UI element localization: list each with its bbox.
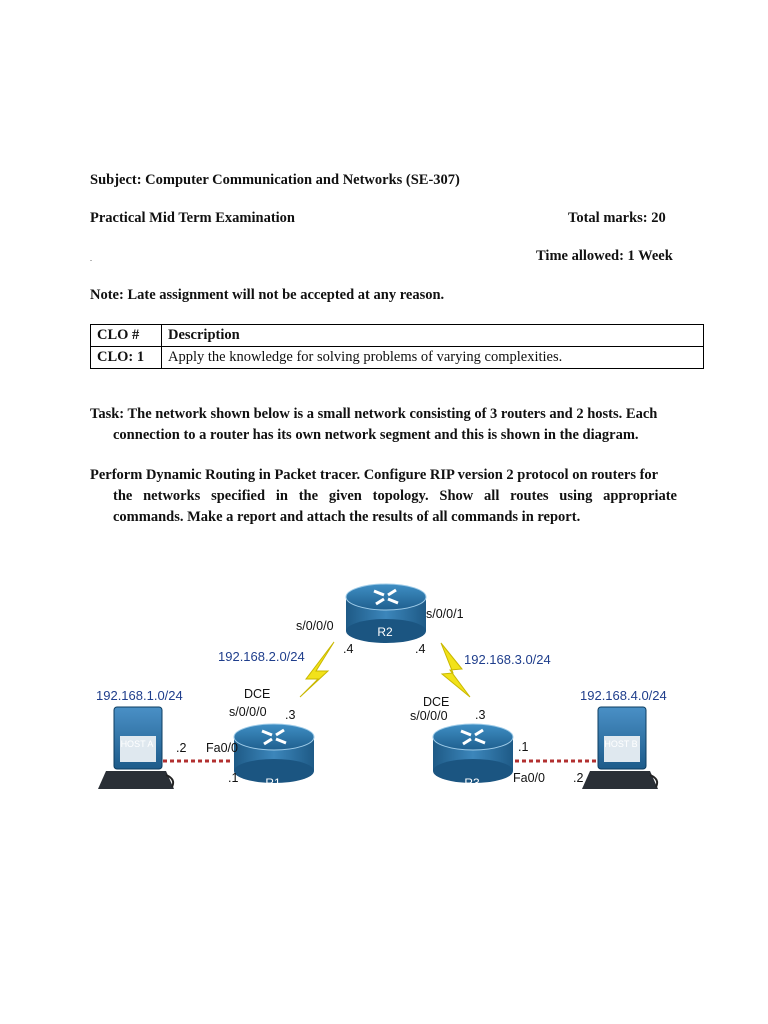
r1-fa-label: Fa0/0 <box>206 741 238 755</box>
table-header-row <box>91 325 704 347</box>
table-header-clo: CLO # <box>91 325 162 347</box>
r2-serial-left-label: s/0/0/0 <box>296 619 334 633</box>
exam-title: Practical Mid Term Examination <box>90 210 295 226</box>
r2-right-host-ip: .4 <box>415 642 426 656</box>
r3-fa-host-ip: .1 <box>518 740 529 754</box>
r1-fa-host-ip: .1 <box>228 771 239 785</box>
host-b-label: HOST B <box>604 739 638 749</box>
router-r3-label: R3 <box>464 776 480 790</box>
network-label-2: 192.168.2.0/24 <box>218 649 305 664</box>
table-header-description: Description <box>162 325 704 347</box>
perform-line-2: the networks specified in the given topology. Show all routes using appropriate <box>113 488 677 504</box>
clo-table <box>90 324 704 369</box>
r3-serial-host-ip: .3 <box>475 708 486 722</box>
table-cell-description: Apply the knowledge for solving problems of varying complexities. <box>162 347 704 369</box>
perform-line-3: commands. Make a report and attach the results of all commands in report. <box>113 509 581 525</box>
hosta-host-ip: .2 <box>176 741 187 755</box>
task-line-1: Task: The network shown below is a small network consisting of 3 routers and 2 hosts. Each <box>90 406 658 422</box>
router-r1-label: R1 <box>265 776 281 790</box>
dce-left-label: DCE <box>244 687 271 701</box>
table-row <box>91 347 704 369</box>
r1-serial-label: s/0/0/0 <box>229 705 267 719</box>
r3-fa-label: Fa0/0 <box>513 771 545 785</box>
stray-mark: . <box>90 254 92 263</box>
r3-serial-label: s/0/0/0 <box>410 709 448 723</box>
table-cell-clo: CLO: 1 <box>91 347 162 369</box>
note-line: Note: Late assignment will not be accepted at any reason. <box>90 287 445 303</box>
router-r1-icon <box>234 724 314 783</box>
router-r2-label: R2 <box>377 625 393 639</box>
network-label-4: 192.168.4.0/24 <box>580 688 667 703</box>
total-marks: Total marks: 20 <box>568 210 666 226</box>
host-a-label: HOST A <box>120 739 154 749</box>
serial-link-r1-r2-icon <box>300 642 334 697</box>
network-topology-diagram <box>90 575 685 810</box>
router-r3-icon <box>433 724 513 783</box>
perform-line-1: Perform Dynamic Routing in Packet tracer. Configure RIP version 2 protocol on routers for <box>90 467 659 483</box>
r2-serial-right-label: s/0/0/1 <box>426 607 464 621</box>
network-label-3: 192.168.3.0/24 <box>464 652 551 667</box>
time-allowed: Time allowed: 1 Week <box>536 248 673 264</box>
task-line-2: connection to a router has its own network segment and this is shown in the diagram. <box>113 427 639 443</box>
r1-serial-host-ip: .3 <box>285 708 296 722</box>
network-label-1: 192.168.1.0/24 <box>96 688 183 703</box>
perform-paragraph <box>90 465 677 528</box>
r2-left-host-ip: .4 <box>343 642 354 656</box>
subject-line: Subject: Computer Communication and Networks (SE-307) <box>90 172 460 188</box>
task-paragraph <box>90 404 677 446</box>
hostb-host-ip: .2 <box>573 771 584 785</box>
dce-right-label: DCE <box>423 695 450 709</box>
